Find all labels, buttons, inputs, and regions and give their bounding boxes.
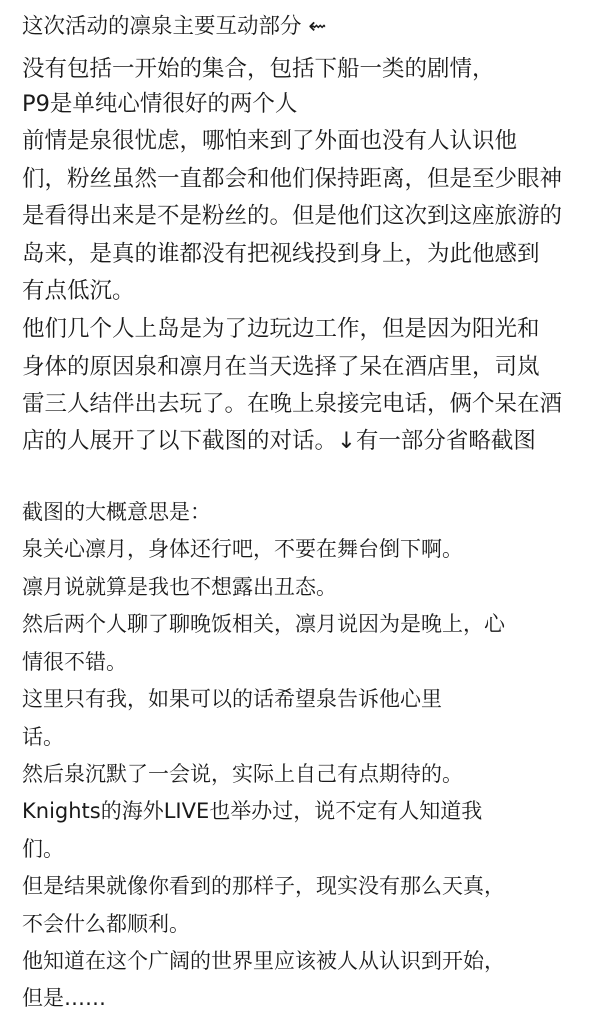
text-line: 他们几个人上岛是为了边玩边工作，但是因为阳光和	[22, 316, 540, 342]
text-line: 雷三人结伴出去玩了。在晚上泉接完电话，俩个呆在酒	[22, 391, 563, 417]
text-line: 岛来，是真的谁都没有把视线投到身上，为此他感到	[22, 241, 540, 267]
section-heading: 截图的大概意思是：	[22, 500, 211, 524]
text-line: 凛月说就算是我也不想露出丑态。	[22, 575, 337, 599]
text-line: 不会什么都顺利。	[22, 912, 190, 936]
text-line: 身体的原因泉和凛月在当天选择了呆在酒店里，司岚	[22, 354, 540, 380]
text-line: 然后泉沉默了一会说，实际上自己有点期待的。	[22, 762, 463, 786]
text-line: 他知道在这个广阔的世界里应该被人从认识到开始，	[22, 949, 505, 973]
text-line: P9是单纯心情很好的两个人	[22, 91, 298, 117]
text-line: 有点低沉。	[22, 278, 135, 304]
text-line: 然后两个人聊了聊晚饭相关，凛月说因为是晚上，心	[22, 612, 505, 636]
text-line: 们。	[22, 837, 64, 861]
text-line: 们，粉丝虽然一直都会和他们保持距离，但是至少眼神	[22, 166, 563, 192]
text-line: 情很不错。	[22, 650, 127, 674]
text-line: 是看得出来是不是粉丝的。但是他们这次到这座旅游的	[22, 203, 563, 229]
text-line: 话。	[22, 725, 64, 749]
text-line: 但是结果就像你看到的那样子，现实没有那么天真，	[22, 874, 505, 898]
text-line: 这里只有我，如果可以的话希望泉告诉他心里	[22, 687, 442, 711]
text-line: 这次活动的凛泉主要互动部分 ⇜	[22, 14, 327, 39]
text-line: 泉关心凛月，身体还行吧，不要在舞台倒下啊。	[22, 537, 463, 561]
text-line: Knights的海外LIVE也举办过，说不定有人知道我	[22, 799, 483, 823]
text-line: 但是……	[22, 986, 106, 1010]
text-line: 没有包括一开始的集合，包括下船一类的剧情，	[22, 56, 495, 82]
text-line: 前情是泉很忧虑，哪怕来到了外面也没有人认识他	[22, 128, 518, 154]
text-line: 店的人展开了以下截图的对话。↓有一部分省略截图	[22, 428, 536, 454]
